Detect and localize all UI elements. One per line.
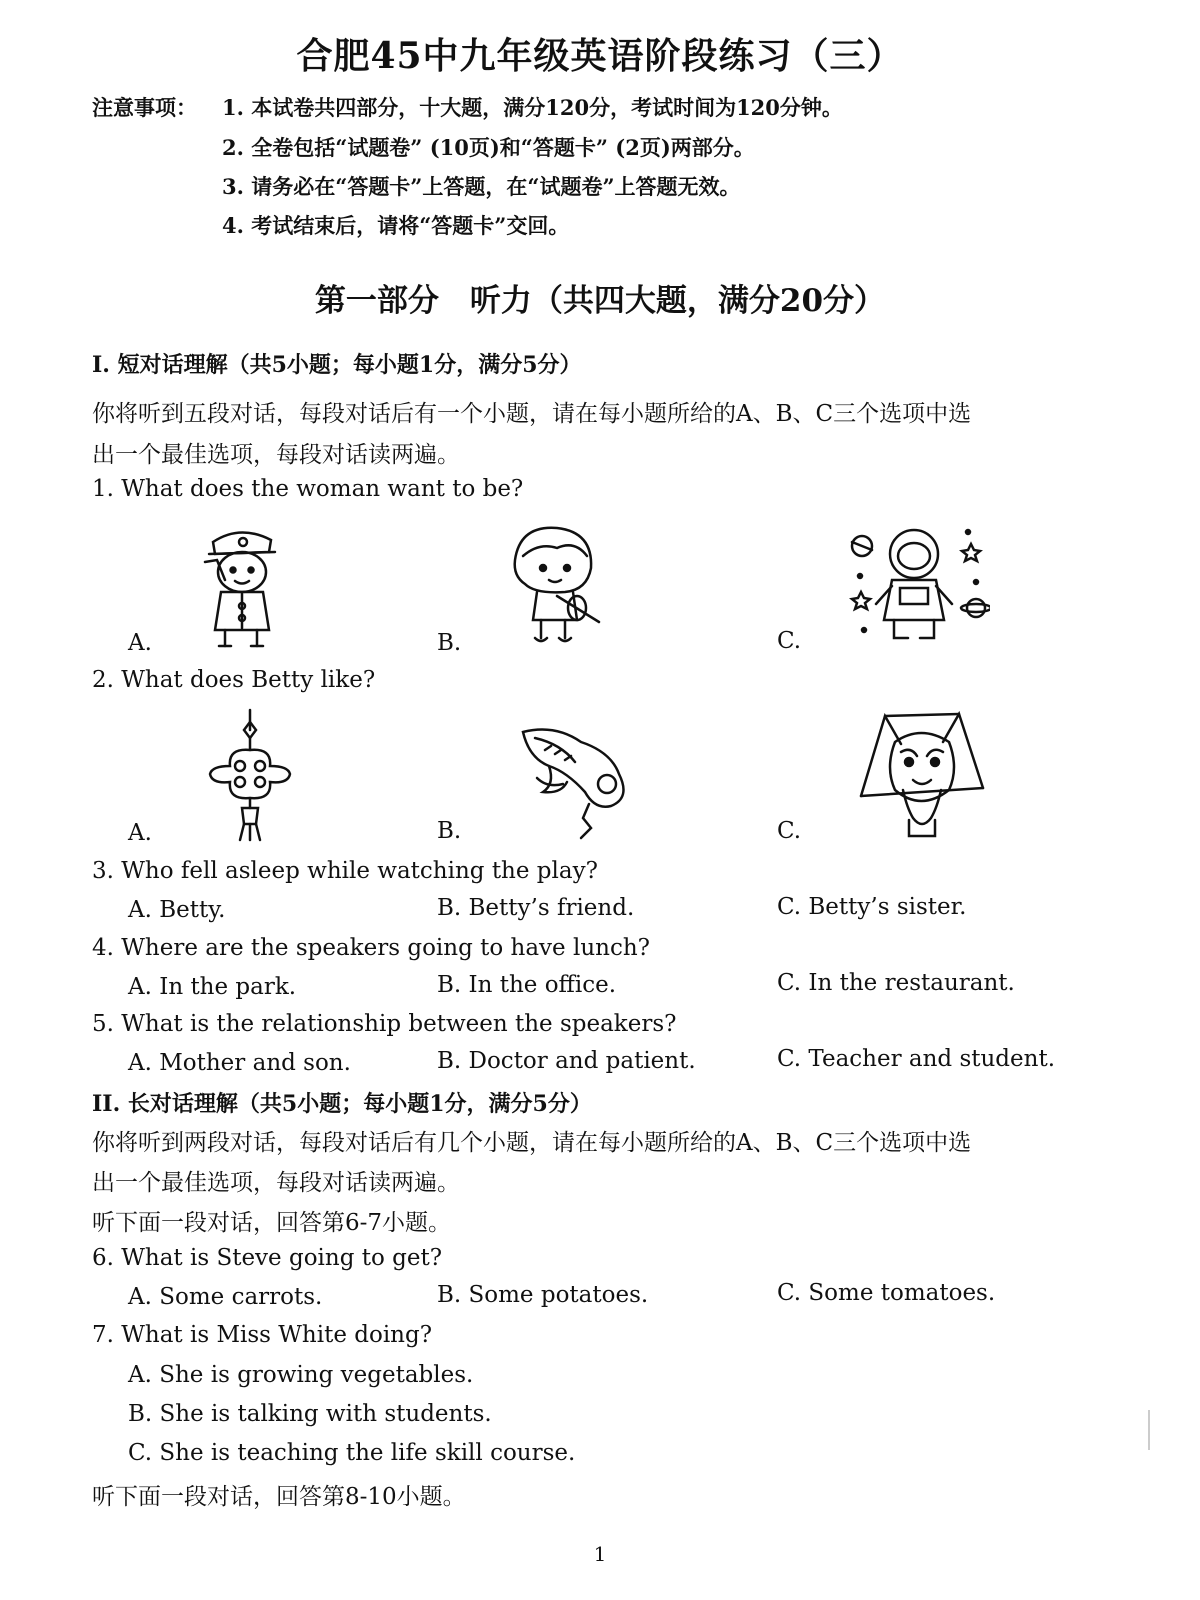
notice-item: 3. 请务必在“答题卡”上答题，在“试题卷”上答题无效。 <box>222 174 741 199</box>
opera-mask-picture <box>855 708 990 840</box>
page-number: 1 <box>593 1542 607 1566</box>
part-one-title: 第一部分 听力（共四大题，满分20分） <box>314 283 886 319</box>
option-label: C. <box>777 628 802 654</box>
margin-line <box>1148 1410 1150 1450</box>
section-one-instructions: 你将听到五段对话，每段对话后有一个小题，请在每小题所给的A、B、C三个选项中选 <box>92 401 972 427</box>
page-title: 合肥45中九年级英语阶段练习（三） <box>296 35 904 77</box>
option-label: A. <box>128 630 152 656</box>
option-text: C. In the restaurant. <box>777 970 1015 996</box>
option-text: B. Doctor and patient. <box>437 1048 696 1074</box>
police-officer-picture <box>185 520 295 650</box>
option-text: C. Some tomatoes. <box>777 1280 996 1306</box>
option-label: B. <box>437 630 462 656</box>
option-text: A. In the park. <box>128 974 297 1000</box>
option-label: A. <box>128 820 152 846</box>
option-text: B. She is talking with students. <box>128 1401 492 1427</box>
option-label: B. <box>437 818 462 844</box>
notice-label: 注意事项： <box>92 95 197 120</box>
chinese-knot-picture <box>200 708 300 843</box>
question-stem: 3. Who fell asleep while watching the play? <box>92 858 598 884</box>
option-text: B. In the office. <box>437 972 617 998</box>
question-stem: 1. What does the woman want to be? <box>92 476 524 502</box>
notice-item: 1. 本试卷共四部分，十大题，满分120分，考试时间为120分钟。 <box>222 95 843 120</box>
section-two-title: II. 长对话理解（共5小题；每小题1分，满分5分） <box>92 1091 592 1117</box>
option-text: A. Mother and son. <box>128 1050 351 1076</box>
question-stem: 4. Where are the speakers going to have lunch? <box>92 935 650 961</box>
section-one-instructions: 出一个最佳选项，每段对话读两遍。 <box>92 442 460 468</box>
option-text: A. Betty. <box>128 897 226 923</box>
option-text: A. Some carrots. <box>128 1284 323 1310</box>
option-text: C. She is teaching the life skill course. <box>128 1440 576 1466</box>
option-text: B. Some potatoes. <box>437 1282 649 1308</box>
section-two-instructions: 出一个最佳选项，每段对话读两遍。 <box>92 1170 460 1196</box>
listening-prompt: 听下面一段对话，回答第8-10小题。 <box>92 1484 466 1510</box>
notice-item: 4. 考试结束后，请将“答题卡”交回。 <box>222 213 570 238</box>
option-label: C. <box>777 818 802 844</box>
option-text: C. Betty’s sister. <box>777 894 967 920</box>
musician-picture <box>495 520 610 645</box>
question-stem: 5. What is the relationship between the speakers? <box>92 1011 677 1037</box>
section-two-instructions: 你将听到两段对话，每段对话后有几个小题，请在每小题所给的A、B、C三个选项中选 <box>92 1130 972 1156</box>
option-text: C. Teacher and student. <box>777 1046 1056 1072</box>
question-stem: 7. What is Miss White doing? <box>92 1322 433 1348</box>
notice-item: 2. 全卷包括“试题卷” (10页)和“答题卡” (2页)两部分。 <box>222 135 755 160</box>
option-text: B. Betty’s friend. <box>437 895 635 921</box>
question-stem: 6. What is Steve going to get? <box>92 1245 443 1271</box>
astronaut-picture <box>840 520 990 650</box>
kite-picture <box>515 722 645 840</box>
question-stem: 2. What does Betty like? <box>92 667 376 693</box>
section-one-title: I. 短对话理解（共5小题；每小题1分，满分5分） <box>92 352 582 378</box>
option-text: A. She is growing vegetables. <box>128 1362 474 1388</box>
listening-prompt: 听下面一段对话，回答第6-7小题。 <box>92 1210 452 1236</box>
